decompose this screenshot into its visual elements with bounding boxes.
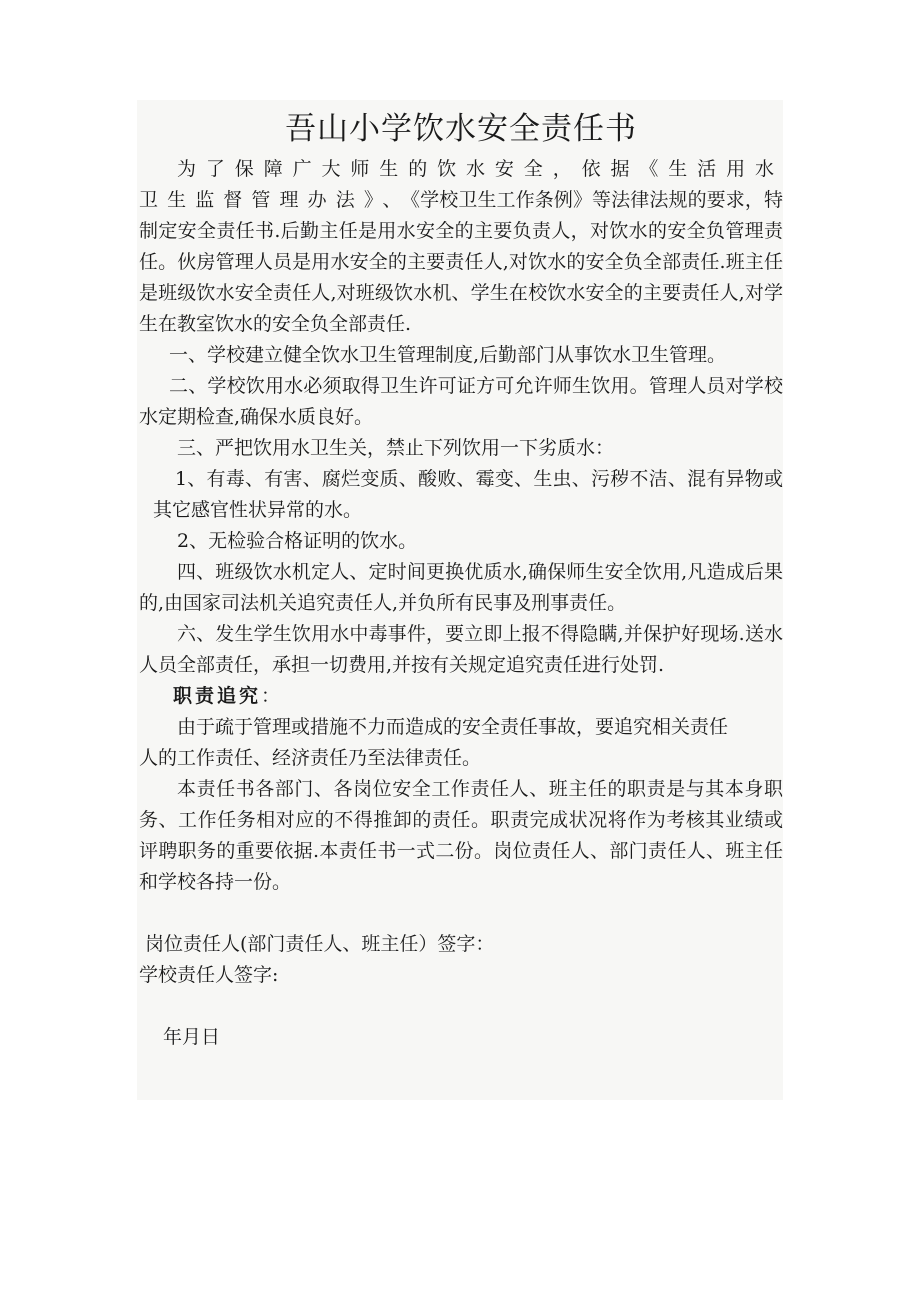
item-2: 二、学校饮用水必须取得卫生许可证方可允许师生饮用。管理人员对学校水定期检查,确保水质良好。 (139, 375, 783, 428)
intro-paragraph (139, 154, 783, 340)
signature-post: 岗位责任人(部门责任人、班主任）签字： (145, 933, 495, 955)
document-title: 吾山小学饮水安全责任书 (285, 111, 637, 147)
accountability-line-2: 人的工作责任、经济责任乃至法律责任。 (139, 747, 482, 769)
date-line: 年月日 (163, 1026, 221, 1048)
item-4: 四、班级饮水机定人、定时间更换优质水,确保师生安全饮用,凡造成后果的,由国家司法机关追究责任人,并负所有民事及刑事责任。 (139, 561, 783, 614)
item-1: 一、学校建立健全饮水卫生管理制度,后勤部门从事饮水卫生管理。 (169, 344, 727, 366)
item-3-1: 1、有毒、有害、腐烂变质、酸败、霉变、生虫、污秽不洁、混有异物或其它感官性状异常的水。 (153, 468, 783, 521)
accountability-heading (139, 681, 783, 712)
closing-paragraph: 本责任书各部门、各岗位安全工作责任人、班主任的职责是与其本身职务、工作任务相对应的不得推卸的责任。职责完成状况将作为考核其业绩或评聘职务的重要依据.本责任书一式二份。岗位责任人、部门责任人、班主任和学校各持一份。 (139, 778, 783, 893)
intro-rest-text: 《学校卫生工作条例》等法律法规的要求，特制定安全责任书.后勤主任是用水安全的主要负责人，对饮水的安全负管理责任。伙房管理人员是用水安全的主要责任人,对饮水的安全负全部责任.班主任是班级饮水安全责任人,对班级饮水机、学生在校饮水安全的主要责任人,对学生在教室饮水的安全负全部责任. (139, 189, 783, 335)
item-3-2: 2、无检验合格证明的饮水。 (177, 530, 418, 552)
item-3: 三、严把饮用水卫生关，禁止下列饮用一下劣质水： (177, 437, 615, 459)
signature-school: 学校责任人签字: (139, 964, 279, 986)
accountability-heading-text: 职责追究 (173, 685, 262, 707)
accountability-colon: ： (261, 685, 281, 707)
accountability-line-1: 由于疏于管理或措施不力而造成的安全责任事故，要追究相关责任 (177, 716, 729, 738)
spacer (139, 898, 783, 929)
intro-spread-text: 为了保障广大师生的饮水安全，依据《生活用水卫生监督管理办法》、 (139, 158, 783, 211)
item-6: 六、发生学生饮用水中毒事件，要立即上报不得隐瞒,并保护好现场.送水人员全部责任，承担一切费用,并按有关规定追究责任进行处罚. (139, 623, 783, 676)
document-page (137, 100, 783, 1100)
spacer-2 (139, 991, 783, 1022)
